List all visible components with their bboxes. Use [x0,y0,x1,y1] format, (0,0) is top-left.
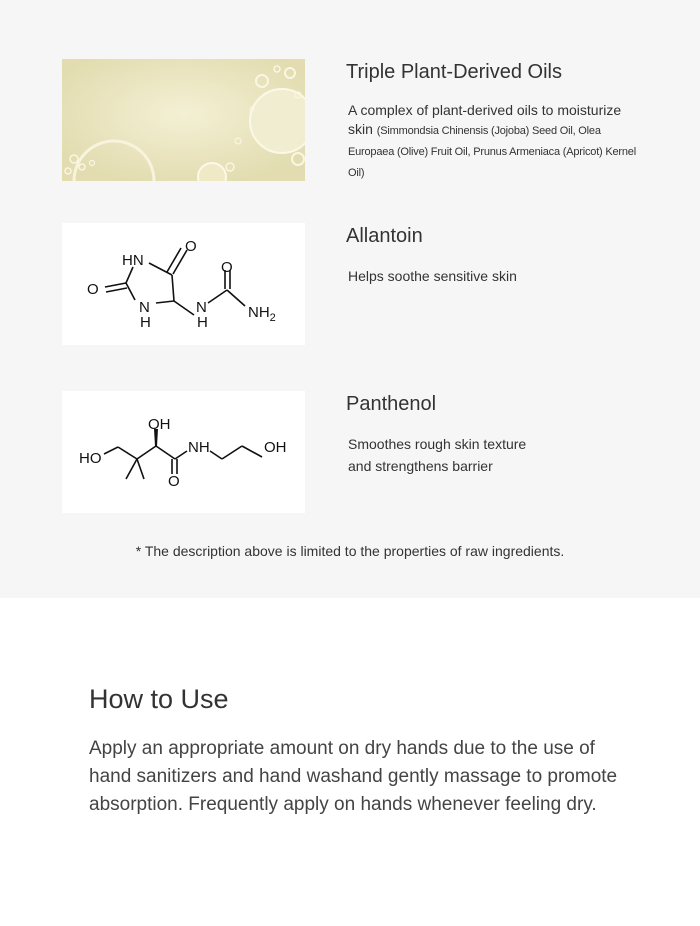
disclaimer-note: * The description above is limited to the properties of raw ingredients. [135,543,565,559]
oil-bubbles-image [62,59,305,181]
panthenol-structure-graphic [62,391,305,513]
cropped-heading [0,0,700,6]
ingredient-description: Helps soothe sensitive skin [348,268,517,284]
oil-bubbles-graphic [62,59,305,181]
hydrogen-label: H [140,314,151,331]
oxygen-label: O [168,473,180,490]
how-to-use-title: How to Use [89,684,229,714]
description-main: A complex of plant-derived oils to moisturize skin [348,102,622,137]
nitrogen-label: N [196,299,207,316]
ingredient-name: Panthenol [346,393,437,415]
nitrogen-label: N [139,299,150,316]
hydroxyl-label: OH [148,416,171,433]
ingredient-name: Triple Plant-Derived Oils [346,61,562,83]
hydroxyl-label: HO [79,450,102,467]
hn-label: HN [122,252,144,269]
oxygen-label: O [185,238,197,255]
oxygen-label: O [221,259,233,276]
hydrogen-label: H [197,314,208,331]
allantoin-structure-graphic [62,223,305,345]
panthenol-structure-image [62,391,305,513]
description-detail: (Simmondsia Chinensis (Jojoba) Seed Oil, Olea Europaea (Olive) Fruit Oil, Prunus Armeniaca (Apricot) Kernel Oil) [348,125,636,179]
amide-label: NH [188,439,210,456]
hydroxyl-label: OH [264,439,287,456]
description-line: Smoothes rough skin texture [348,436,527,452]
allantoin-structure-image [62,223,305,345]
ingredient-description [348,435,648,476]
oxygen-label: O [87,281,99,298]
ingredient-name: Allantoin [346,225,423,247]
description-line: and strengthens barrier [348,458,493,474]
amine-label: $NH_2$ [248,304,276,324]
ingredient-description [348,101,648,183]
how-to-use-text: Apply an appropriate amount on dry hands due to the use of hand sanitizers and hand washand gently massage to promote absorption. Frequently apply on hands whenever feeling dry. [89,738,618,815]
